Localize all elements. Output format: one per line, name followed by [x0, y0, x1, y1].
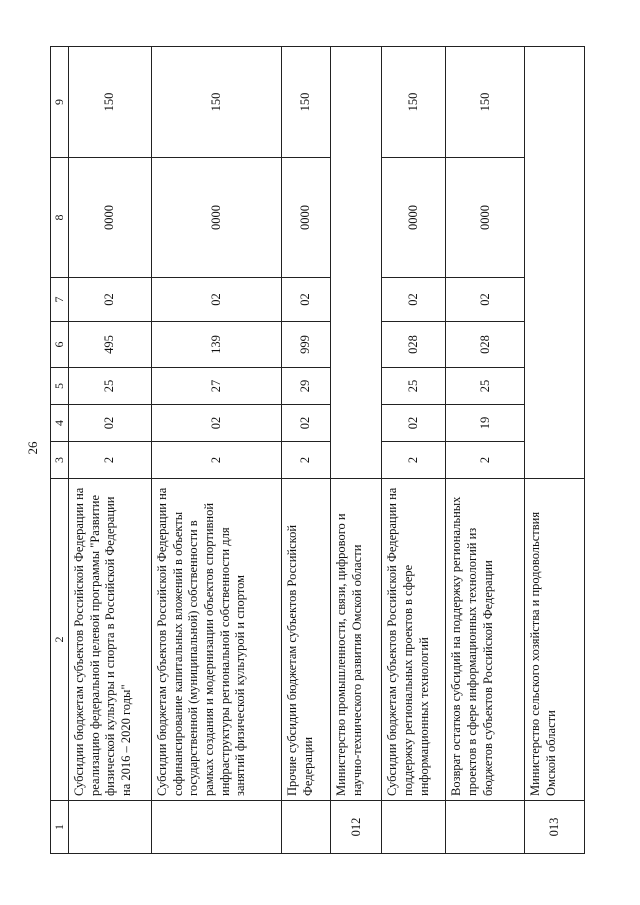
code-cell: 25 [69, 368, 152, 405]
code-cell: 139 [152, 322, 282, 368]
code-cell: 02 [152, 405, 282, 442]
header-cell: 2 [51, 479, 69, 801]
rotated-table-container [50, 47, 585, 854]
code-cell: 27 [152, 368, 282, 405]
code-cell: 2 [446, 442, 525, 479]
table-row [282, 47, 331, 854]
table-row [331, 47, 382, 854]
admin-code-cell: 013 [525, 801, 585, 854]
code-cell: 0000 [382, 158, 446, 278]
description-cell: Прочие субсидии бюджетам субъектов Российской Федерации [282, 479, 331, 801]
code-cell: 29 [282, 368, 331, 405]
description-cell: Министерство промышленности, связи, цифрового и научно-технического развития Омской области [331, 479, 382, 801]
code-cell: 150 [152, 47, 282, 158]
code-cell: 028 [446, 322, 525, 368]
code-cell: 028 [382, 322, 446, 368]
header-cell: 4 [51, 405, 69, 442]
code-cell: 150 [446, 47, 525, 158]
description-cell: Возврат остатков субсидий на поддержку региональных проектов в сфере информационных технологий из бюджетов субъектов Российской Федерации [446, 479, 525, 801]
code-cell: 0000 [152, 158, 282, 278]
code-cell: 495 [69, 322, 152, 368]
admin-code-cell [282, 801, 331, 854]
code-cell: 02 [282, 278, 331, 322]
table-row [69, 47, 152, 854]
code-cell: 2 [282, 442, 331, 479]
code-cell: 150 [382, 47, 446, 158]
header-cell: 6 [51, 322, 69, 368]
empty-code-cell [331, 47, 382, 479]
code-cell: 25 [446, 368, 525, 405]
admin-code-cell: 012 [331, 801, 382, 854]
admin-code-cell [69, 801, 152, 854]
code-cell: 150 [282, 47, 331, 158]
code-cell: 02 [382, 405, 446, 442]
header-cell: 3 [51, 442, 69, 479]
table-row [382, 47, 446, 854]
code-cell: 02 [152, 278, 282, 322]
table-row [525, 47, 585, 854]
code-cell: 02 [282, 405, 331, 442]
header-cell: 9 [51, 47, 69, 158]
code-cell: 0000 [282, 158, 331, 278]
code-cell: 0000 [446, 158, 525, 278]
description-cell: Субсидии бюджетам субъектов Российской Федерации на реализацию федеральной целевой программы "Развитие физической культуры и спорта в Российской Федерации на 2016 – 2020 годы" [69, 479, 152, 801]
description-cell: Субсидии бюджетам субъектов Российской Федерации на софинансирование капитальных вложений в объекты государственной (муниципальной) собственности в рамках создания и модернизации объектов спортивной инфраструктуры региональной собственности для занятий физической культурой и спортом [152, 479, 282, 801]
table-row [152, 47, 282, 854]
header-cell: 1 [51, 801, 69, 854]
header-cell: 5 [51, 368, 69, 405]
header-cell: 8 [51, 158, 69, 278]
code-cell: 02 [69, 405, 152, 442]
code-cell: 25 [382, 368, 446, 405]
header-cell: 7 [51, 278, 69, 322]
code-cell: 02 [446, 278, 525, 322]
description-cell: Министерство сельского хозяйства и продовольствия Омской области [525, 479, 585, 801]
page-number: 26 [25, 441, 40, 455]
admin-code-cell [152, 801, 282, 854]
budget-codes-table [50, 46, 585, 854]
description-cell: Субсидии бюджетам субъектов Российской Федерации на поддержку региональных проектов в сфере информационных технологий [382, 479, 446, 801]
code-cell: 999 [282, 322, 331, 368]
table-header-row [51, 47, 69, 854]
code-cell: 02 [69, 278, 152, 322]
code-cell: 02 [382, 278, 446, 322]
code-cell: 2 [69, 442, 152, 479]
admin-code-cell [446, 801, 525, 854]
code-cell: 19 [446, 405, 525, 442]
admin-code-cell [382, 801, 446, 854]
code-cell: 0000 [69, 158, 152, 278]
code-cell: 2 [382, 442, 446, 479]
table-row [446, 47, 525, 854]
code-cell: 2 [152, 442, 282, 479]
code-cell: 150 [69, 47, 152, 158]
empty-code-cell [525, 47, 585, 479]
